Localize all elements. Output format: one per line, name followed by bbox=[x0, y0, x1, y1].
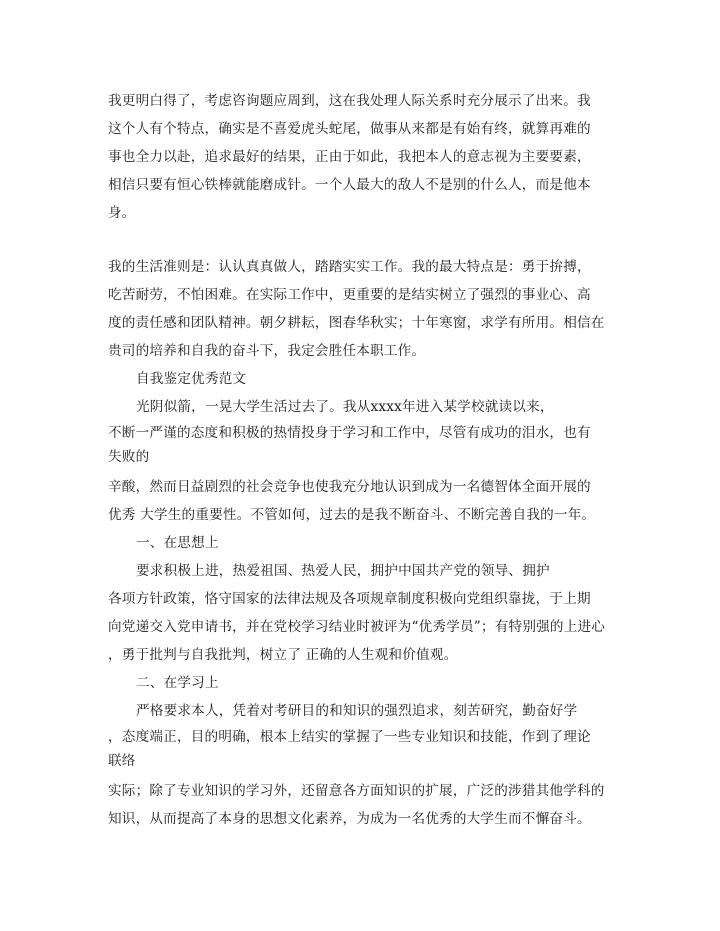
section-heading: 一、在思想上 bbox=[136, 535, 219, 551]
paragraph-line: 相信只要有恒心铁棒就能磨成针。一个人最大的敌人不是别的什么人，而是他本 bbox=[108, 177, 591, 193]
paragraph-line: 身。 bbox=[108, 205, 136, 221]
paragraph-line: 实际；除了专业知识的学习外，还留意各方面知识的扩展，广泛的涉猎其他学科的 bbox=[108, 783, 605, 799]
paragraph-line: 度的责任感和团队精神。朝夕耕耘，图春华秋实；十年寒窗，求学有所用。相信在 bbox=[108, 315, 605, 331]
paragraph-line: 严格要求本人，凭着对考研目的和知识的强烈追求，刻苦研究，勤奋好学 bbox=[136, 703, 578, 719]
paragraph-line: 吃苦耐劳，不怕困难。在实际工作中，更重要的是结实树立了强烈的事业心、高 bbox=[108, 287, 591, 303]
paragraph-line: 联络 bbox=[108, 753, 136, 769]
paragraph-line: ，态度端正，目的明确，根本上结实的掌握了一些专业知识和技能，作到了理论 bbox=[108, 729, 591, 745]
paragraph-line: 要求积极上进，热爱祖国、热爱人民，拥护中国共产党的领导、拥护 bbox=[136, 563, 550, 579]
section-title: 自我鉴定优秀范文 bbox=[136, 371, 247, 387]
paragraph-line: 我更明白得了，考虑咨询题应周到，这在我处理人际关系时充分展示了出来。我 bbox=[108, 93, 591, 109]
paragraph-line: 事也全力以赴，追求最好的结果，正由于如此，我把本人的意志视为主要要素， bbox=[108, 149, 591, 165]
paragraph-line: 失败的 bbox=[108, 449, 150, 465]
section-heading: 二、在学习上 bbox=[136, 675, 219, 691]
paragraph-line: 我的生活准则是：认认真真做人，踏踏实实工作。我的最大特点是：勇于拚搏， bbox=[108, 259, 591, 275]
paragraph-line: 各项方针政策，恪守国家的法律法规及各项规章制度积极向党组织靠拢，于上期 bbox=[108, 591, 591, 607]
paragraph-line: 这个人有个特点，确实是不喜爱虎头蛇尾，做事从来都是有始有终，就算再难的 bbox=[108, 121, 591, 137]
paragraph-line: 光阴似箭，一晃大学生活过去了。我从xxxx年进入某学校就读以来， bbox=[136, 399, 554, 415]
paragraph-line: 知识，从而提高了本身的思想文化素养，为成为一名优秀的大学生而不懈奋斗。 bbox=[108, 811, 591, 827]
paragraph-line: 不断一严谨的态度和积极的热情投身于学习和工作中，尽管有成功的泪水，也有 bbox=[108, 425, 591, 441]
paragraph-line: 贵司的培养和自我的奋斗下，我定会胜任本职工作。 bbox=[108, 343, 426, 359]
paragraph-line: ，勇于批判与自我批判，树立了 正确的人生观和价值观。 bbox=[108, 647, 458, 663]
paragraph-line: 优秀 大学生的重要性。不管如何，过去的是我不断奋斗、不断完善自我的一年。 bbox=[108, 507, 596, 523]
paragraph-line: 向党递交入党申请书，并在党校学习结业时被评为“优秀学员”；有特别强的上进心 bbox=[108, 619, 606, 635]
paragraph-line: 辛酸，然而日益剧烈的社会竞争也使我充分地认识到成为一名德智体全面开展的 bbox=[108, 479, 591, 495]
